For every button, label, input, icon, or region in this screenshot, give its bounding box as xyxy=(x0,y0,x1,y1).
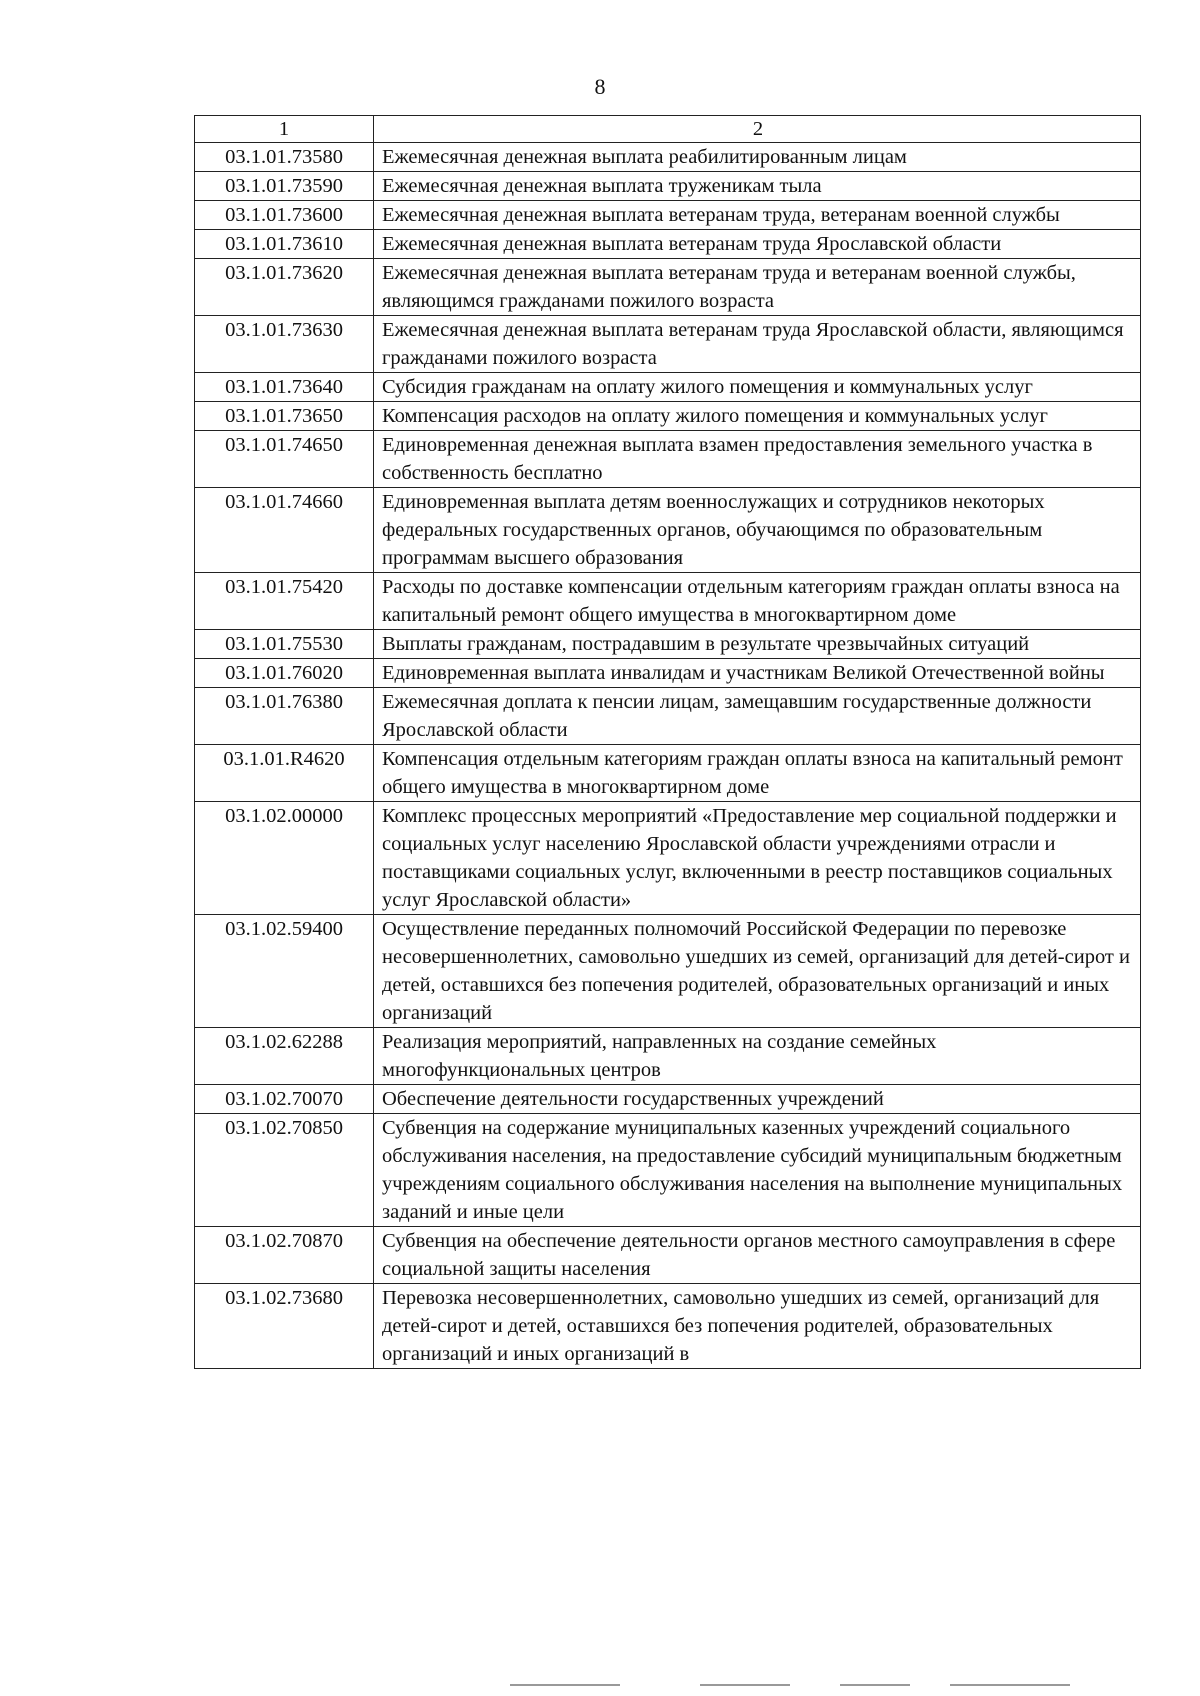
column-header-name: 2 xyxy=(374,116,1141,143)
row-name-cell: Компенсация отдельным категориям граждан оплаты взноса на капитальный ремонт общего имущества в многоквартирном доме xyxy=(374,745,1141,802)
table-row xyxy=(195,1085,1141,1114)
table-row xyxy=(195,201,1141,230)
table-row xyxy=(195,172,1141,201)
row-name-cell: Единовременная выплата инвалидам и участникам Великой Отечественной войны xyxy=(374,659,1141,688)
row-name-cell: Перевозка несовершеннолетних, самовольно ушедших из семей, организаций для детей-сирот и детей, оставшихся без попечения родителей, образовательных организаций и иных организаций в xyxy=(374,1284,1141,1369)
row-code-cell: 03.1.01.74660 xyxy=(195,488,374,573)
row-name-cell: Ежемесячная денежная выплата реабилитированным лицам xyxy=(374,143,1141,172)
table-row xyxy=(195,402,1141,431)
row-name-cell: Ежемесячная денежная выплата труженикам тыла xyxy=(374,172,1141,201)
row-code-cell: 03.1.01.R4620 xyxy=(195,745,374,802)
row-code-cell: 03.1.01.73650 xyxy=(195,402,374,431)
row-name-cell: Ежемесячная денежная выплата ветеранам труда и ветеранам военной службы, являющимся гражданами пожилого возраста xyxy=(374,259,1141,316)
row-code-cell: 03.1.01.73580 xyxy=(195,143,374,172)
row-name-cell: Субсидия гражданам на оплату жилого помещения и коммунальных услуг xyxy=(374,373,1141,402)
row-name-cell: Расходы по доставке компенсации отдельным категориям граждан оплаты взноса на капитальный ремонт общего имущества в многоквартирном доме xyxy=(374,573,1141,630)
table-row xyxy=(195,915,1141,1028)
row-name-cell: Осуществление переданных полномочий Российской Федерации по перевозке несовершеннолетних, самовольно ушедших из семей, организаций для детей-сирот и детей, оставшихся без попечения родителей, образовательных организаций и иных организаций xyxy=(374,915,1141,1028)
row-name-cell: Компенсация расходов на оплату жилого помещения и коммунальных услуг xyxy=(374,402,1141,431)
row-code-cell: 03.1.02.73680 xyxy=(195,1284,374,1369)
table-row xyxy=(195,431,1141,488)
row-code-cell: 03.1.01.73640 xyxy=(195,373,374,402)
row-code-cell: 03.1.01.73630 xyxy=(195,316,374,373)
row-code-cell: 03.1.01.76380 xyxy=(195,688,374,745)
row-code-cell: 03.1.01.73590 xyxy=(195,172,374,201)
row-name-cell: Комплекс процессных мероприятий «Предоставление мер социальной поддержки и социальных услуг населению Ярославской области учреждениями отрасли и поставщиками социальных услуг, включенными в реестр поставщиков социальных услуг Ярославской области» xyxy=(374,802,1141,915)
row-code-cell: 03.1.01.73610 xyxy=(195,230,374,259)
row-code-cell: 03.1.02.70070 xyxy=(195,1085,374,1114)
row-name-cell: Ежемесячная денежная выплата ветеранам труда Ярославской области, являющимся гражданами пожилого возраста xyxy=(374,316,1141,373)
row-name-cell: Обеспечение деятельности государственных учреждений xyxy=(374,1085,1141,1114)
budget-classification-table xyxy=(194,115,1141,1369)
table-row xyxy=(195,802,1141,915)
row-name-cell: Ежемесячная денежная выплата ветеранам труда, ветеранам военной службы xyxy=(374,201,1141,230)
table-header-row xyxy=(195,116,1141,143)
row-code-cell: 03.1.01.75530 xyxy=(195,630,374,659)
page-number: 8 xyxy=(594,74,606,99)
row-code-cell: 03.1.01.76020 xyxy=(195,659,374,688)
table-row xyxy=(195,745,1141,802)
table-row xyxy=(195,1227,1141,1284)
table-row xyxy=(195,573,1141,630)
table-row xyxy=(195,630,1141,659)
row-name-cell: Субвенция на обеспечение деятельности органов местного самоуправления в сфере социальной защиты населения xyxy=(374,1227,1141,1284)
table-row xyxy=(195,659,1141,688)
table-row xyxy=(195,230,1141,259)
table-row xyxy=(195,688,1141,745)
row-code-cell: 03.1.02.62288 xyxy=(195,1028,374,1085)
row-code-cell: 03.1.02.00000 xyxy=(195,802,374,915)
row-name-cell: Единовременная выплата детям военнослужащих и сотрудников некоторых федеральных государственных органов, обучающимся по образовательным программам высшего образования xyxy=(374,488,1141,573)
table-row xyxy=(195,143,1141,172)
row-name-cell: Реализация мероприятий, направленных на создание семейных многофункциональных центров xyxy=(374,1028,1141,1085)
row-name-cell: Ежемесячная доплата к пенсии лицам, замещавшим государственные должности Ярославской области xyxy=(374,688,1141,745)
row-code-cell: 03.1.01.73620 xyxy=(195,259,374,316)
row-name-cell: Субвенция на содержание муниципальных казенных учреждений социального обслуживания населения, на предоставление субсидий муниципальным бюджетным учреждениям социального обслуживания населения на выполнение муниципальных заданий и иные цели xyxy=(374,1114,1141,1227)
column-header-code: 1 xyxy=(195,116,374,143)
table-row xyxy=(195,259,1141,316)
row-code-cell: 03.1.01.74650 xyxy=(195,431,374,488)
table-row xyxy=(195,1284,1141,1369)
row-name-cell: Единовременная денежная выплата взамен предоставления земельного участка в собственность бесплатно xyxy=(374,431,1141,488)
table-row xyxy=(195,316,1141,373)
table-row xyxy=(195,488,1141,573)
row-code-cell: 03.1.02.59400 xyxy=(195,915,374,1028)
table-row xyxy=(195,1114,1141,1227)
scan-edge-marks xyxy=(0,1684,1200,1688)
row-code-cell: 03.1.02.70850 xyxy=(195,1114,374,1227)
row-name-cell: Выплаты гражданам, пострадавшим в результате чрезвычайных ситуаций xyxy=(374,630,1141,659)
table-row xyxy=(195,373,1141,402)
row-code-cell: 03.1.02.70870 xyxy=(195,1227,374,1284)
row-code-cell: 03.1.01.73600 xyxy=(195,201,374,230)
table-body xyxy=(195,116,1141,1369)
row-code-cell: 03.1.01.75420 xyxy=(195,573,374,630)
table-row xyxy=(195,1028,1141,1085)
row-name-cell: Ежемесячная денежная выплата ветеранам труда Ярославской области xyxy=(374,230,1141,259)
